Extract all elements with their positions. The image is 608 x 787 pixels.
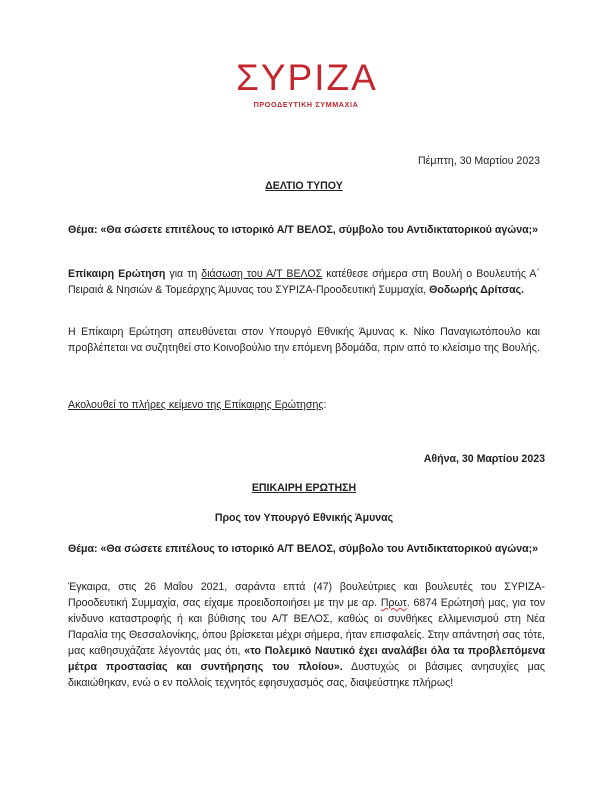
body-text-b: . 6874 Ερώτησή μας, για τον κίνδυνο καταστροφής ή και βύθισης του Α/Τ ΒΕΛΟΣ, καθώς οι συνθήκες ελλιμενισμού στη Νέα Παραλία της Θεσσαλονίκης, όπου βρίσκεται μέχρι σήμερα, ήταν επισφαλείς. Στην απάντησή σας τότε, μας καθησυχάζατε λέγοντάς μας ότι, [68, 597, 545, 657]
question-body [68, 579, 545, 691]
lead-label: Επίκαιρη Ερώτηση [68, 268, 166, 280]
syriza-logo [236, 58, 376, 109]
question-subject: Θέμα: «Θα σώσετε επιτέλους το ιστορικό Α/Τ ΒΕΛΟΣ, σύμβολο του Αντιδικτατορικού αγώνα;» [68, 543, 539, 555]
press-release-paragraph-2: Η Επίκαιρη Ερώτηση απευθύνεται στον Υπουργό Εθνικής Άμυνας κ. Νίκο Παναγιωτόπουλο και προβλέπεται να συζητηθεί στο Κοινοβούλιο την επόμενη βδομάδα, πριν από το κλείσιμο της Βουλής. [68, 326, 540, 354]
velos-link[interactable]: διάσωση του Α/Τ ΒΕΛΟΣ [201, 268, 323, 280]
mp-name: Θοδωρής Δρίτσας. [429, 284, 525, 296]
follow-colon: : [323, 399, 327, 411]
press-release-date: Πέμπτη, 30 Μαρτίου 2023 [417, 155, 540, 167]
question-heading: ΕΠΙΚΑΙΡΗ ΕΡΩΤΗΣΗ [251, 482, 357, 494]
logo-subtitle: ΠΡΟΟΔΕΥΤΙΚΗ ΣΥΜΜΑΧΙΑ [253, 100, 359, 109]
para1-text-b: κατέθεσε σήμερα στη Βουλή ο Βουλευτής Α΄ Πειραιά & Νησιών & Τομεάρχης Άμυνας του ΣΥΡΙΖΑ-Προοδευτική Συμμαχία, [68, 268, 540, 296]
body-abbr: Πρωτ [380, 597, 407, 609]
body-text-c: Δυστυχώς οι βάσιμες ανησυχίες μας δικαιώθηκαν, ενώ ο εν πολλοίς τεχνητός εφησυχασμός σας, διαψεύστηκε πλήρως! [68, 661, 545, 689]
press-release-heading: ΔΕΛΤΙΟ ΤΥΠΟΥ [265, 180, 343, 192]
press-release-paragraph-1 [68, 266, 540, 298]
question-date: Αθήνα, 30 Μαρτίου 2023 [423, 453, 545, 465]
question-recipient: Προς τον Υπουργό Εθνικής Άμυνας [214, 512, 394, 524]
follow-line [68, 399, 540, 411]
press-release-subject: Θέμα: «Θα σώσετε επιτέλους το ιστορικό Α/Τ ΒΕΛΟΣ, σύμβολο του Αντιδικτατορικού αγώνα;» [68, 224, 539, 236]
navy-quote: «το Πολεμικό Ναυτικό έχει αναλάβει όλα τα προβλεπόμενα μέτρα προστασίας και συντήρησης του πλοίου». [68, 645, 545, 673]
follow-link[interactable]: Ακολουθεί το πλήρες κείμενο της Επίκαιρης Ερώτησης [68, 399, 324, 411]
para1-text-a: για τη [165, 268, 202, 280]
body-text-a: Έγκαιρα, στις 26 Μαΐου 2021, σαράντα επτά (47) βουλεύτριες και βουλευτές του ΣΥΡΙΖΑ-Προοδευτική Συμμαχία, σας είχαμε προειδοποιήσει με την με αρ. [68, 581, 545, 609]
logo-wordmark: ΣΥΡΙΖΑ [236, 57, 378, 98]
